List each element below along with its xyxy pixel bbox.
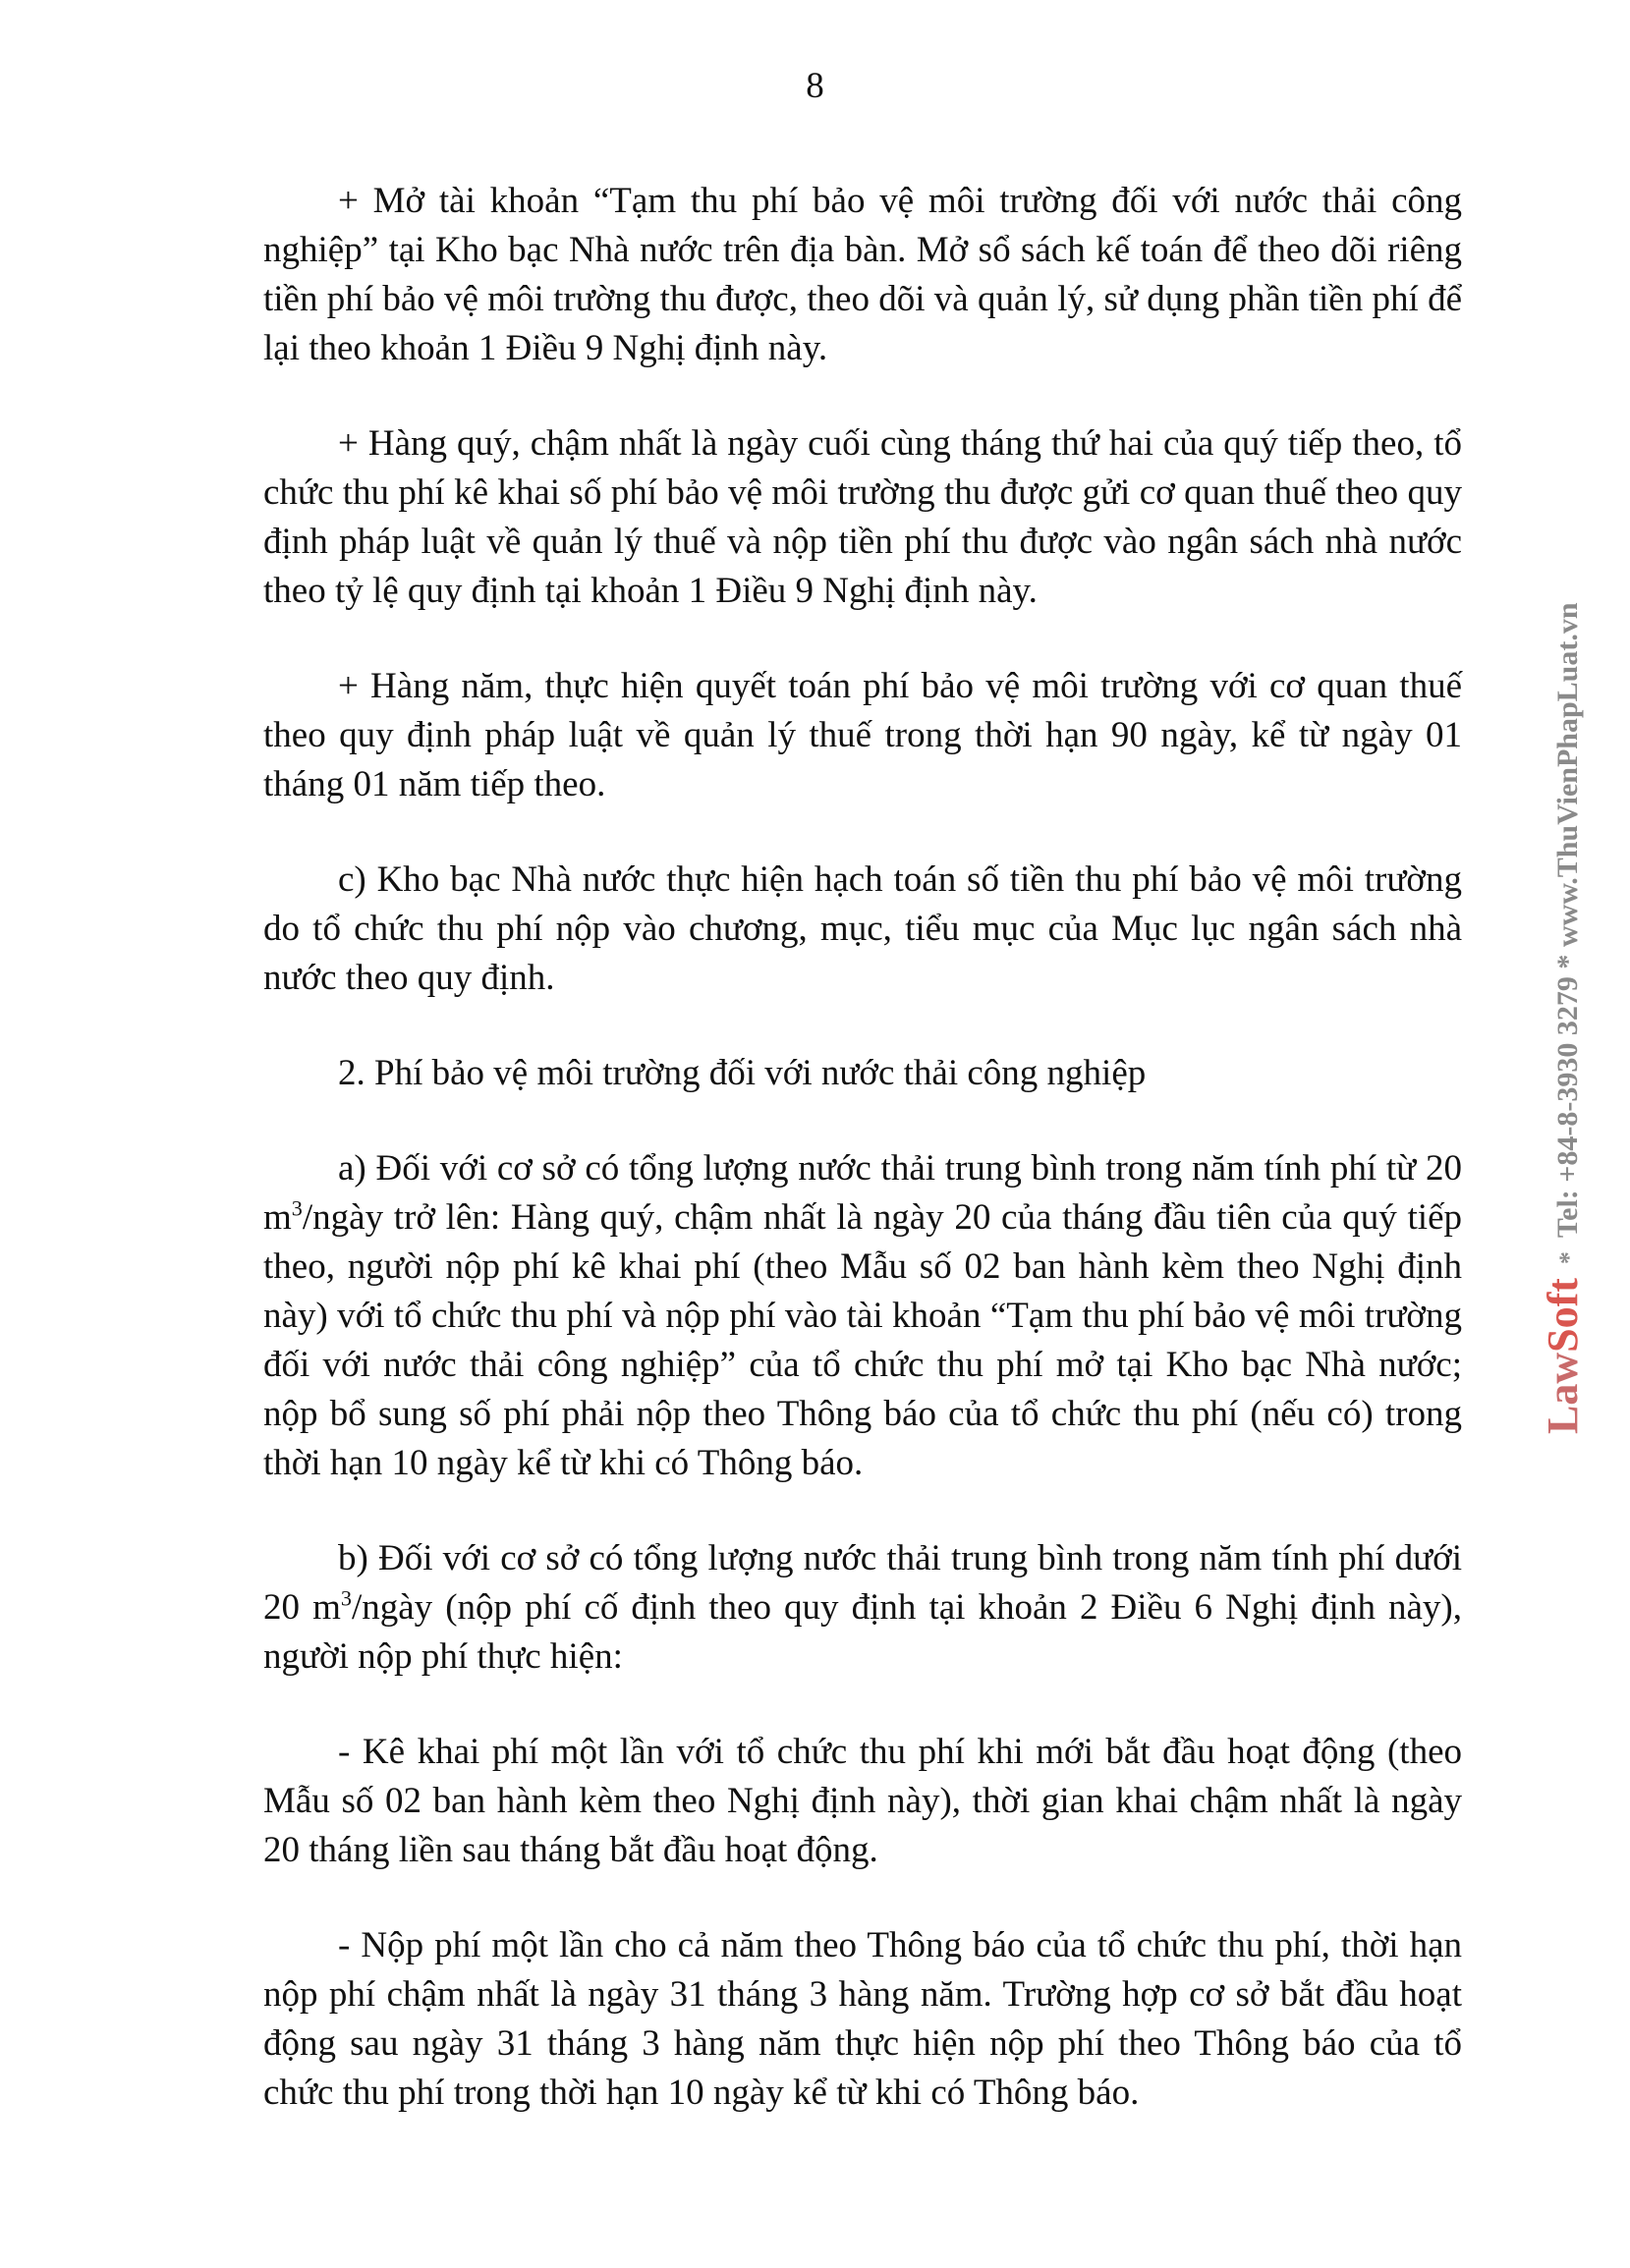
paragraph-item-b (263, 1534, 1462, 1682)
lawsoft-watermark (1538, 602, 1588, 1434)
watermark-separator: * (1554, 1251, 1583, 1265)
watermark-brand (1539, 1278, 1587, 1434)
section-heading-industrial-wastewater-fee: 2. Phí bảo vệ môi trường đối với nước thải công nghiệp (338, 1053, 1147, 1093)
paragraph-quarterly-declaration: + Hàng quý, chậm nhất là ngày cuối cùng tháng thứ hai của quý tiếp theo, tổ chức thu phí kê khai số phí bảo vệ môi trường thu được gửi cơ quan thuế theo quy định pháp luật về quản lý thuế và nộp tiền phí thu được vào ngân sách nhà nước theo tỷ lệ quy định tại khoản 1 Điều 9 Nghị định này. (263, 423, 1462, 611)
watermark-brand-law: Law (1539, 1352, 1587, 1434)
paragraph-item-a (263, 1144, 1462, 1488)
paragraph-item-a-text: a) Đối với cơ sở có tổng lượng nước thải trung bình trong năm tính phí từ 20 m (263, 1148, 1462, 1238)
watermark-contact: Tel: +84-8-3930 3279 * www.ThuVienPhapLuat.vn (1551, 602, 1584, 1239)
superscript-cubic: 3 (291, 1195, 303, 1221)
paragraph-one-time-declaration: - Kê khai phí một lần với tổ chức thu phí khi mới bắt đầu hoạt động (theo Mẫu số 02 ban hành kèm theo Nghị định này), thời gian khai chậm nhất là ngày 20 tháng liền sau tháng bắt đầu hoạt động. (263, 1732, 1462, 1870)
superscript-cubic: 3 (340, 1585, 352, 1611)
paragraph-item-b-text: b) Đối với cơ sở có tổng lượng nước thải trung bình trong năm tính phí dưới 20 m (263, 1538, 1462, 1628)
paragraph-item-a-text-cont: /ngày trở lên: Hàng quý, chậm nhất là ngày 20 của tháng đầu tiên của quý tiếp theo, người nộp phí kê khai phí (theo Mẫu số 02 ban hành kèm theo Nghị định này) với tổ chức thu phí và nộp phí vào tài khoản “Tạm thu phí bảo vệ môi trường đối với nước thải công nghiệp” của tổ chức thu phí mở tại Kho bạc Nhà nước; nộp bổ sung số phí phải nộp theo Thông báo của tổ chức thu phí (nếu có) trong thời hạn 10 ngày kể từ khi có Thông báo. (263, 1197, 1462, 1483)
paragraph-annual-payment: - Nộp phí một lần cho cả năm theo Thông báo của tổ chức thu phí, thời hạn nộp phí chậm nhất là ngày 31 tháng 3 hàng năm. Trường hợp cơ sở bắt đầu hoạt động sau ngày 31 tháng 3 hàng năm thực hiện nộp phí theo Thông báo của tổ chức thu phí trong thời hạn 10 ngày kể từ khi có Thông báo. (263, 1925, 1462, 2113)
paragraph-annual-settlement: + Hàng năm, thực hiện quyết toán phí bảo vệ môi trường với cơ quan thuế theo quy định pháp luật về quản lý thuế trong thời hạn 90 ngày, kể từ ngày 01 tháng 01 năm tiếp theo. (263, 666, 1462, 804)
watermark-brand-soft: Soft (1539, 1278, 1587, 1353)
paragraph-item-b-text-cont: /ngày (nộp phí cố định theo quy định tại khoản 2 Điều 6 Nghị định này), người nộp phí thực hiện: (263, 1587, 1463, 1677)
page-number: 8 (806, 66, 824, 106)
paragraph-state-treasury: c) Kho bạc Nhà nước thực hiện hạch toán số tiền thu phí bảo vệ môi trường do tổ chức thu phí nộp vào chương, mục, tiểu mục của Mục lục ngân sách nhà nước theo quy định. (263, 859, 1462, 998)
document-body (263, 177, 1462, 2164)
paragraph-open-account: + Mở tài khoản “Tạm thu phí bảo vệ môi trường đối với nước thải công nghiệp” tại Kho bạc Nhà nước trên địa bàn. Mở sổ sách kế toán để theo dõi riêng tiền phí bảo vệ môi trường thu được, theo dõi và quản lý, sử dụng phần tiền phí để lại theo khoản 1 Điều 9 Nghị định này. (263, 181, 1462, 368)
